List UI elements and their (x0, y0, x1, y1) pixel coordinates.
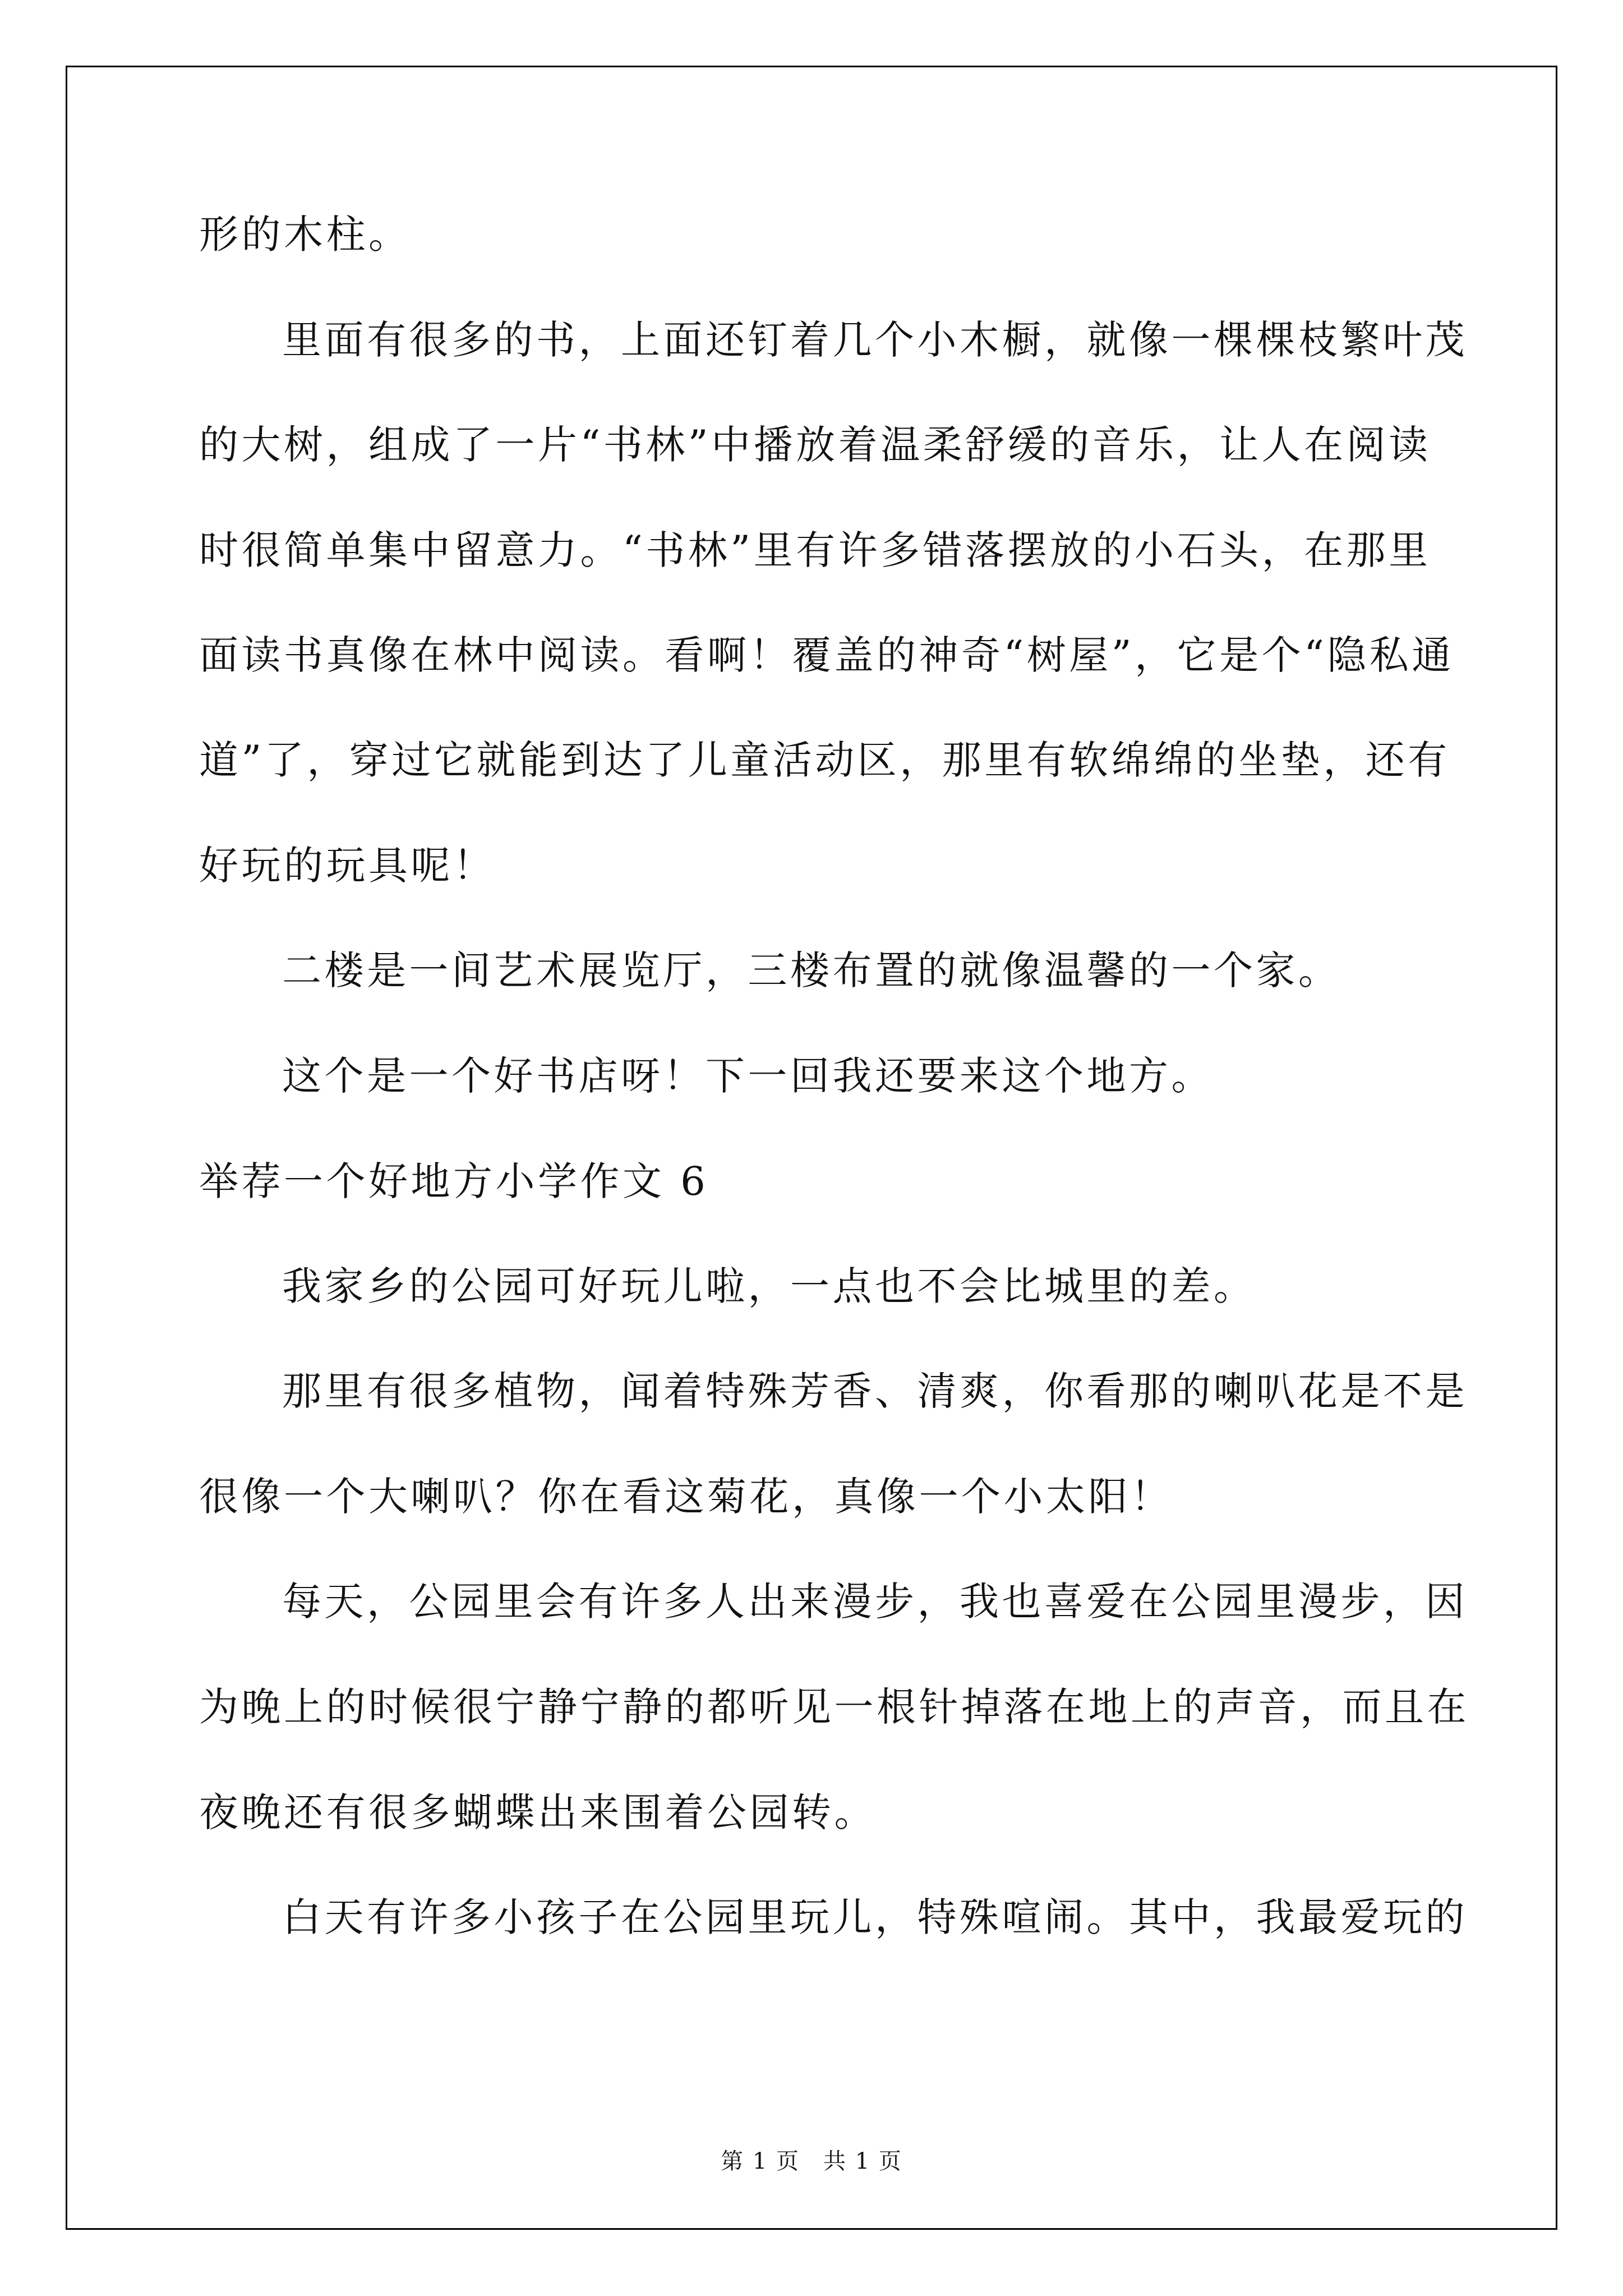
section-heading: 举荐一个好地方小学作文 6 (199, 1158, 709, 1204)
paragraph-line: 里面有很多的书，上面还钉着几个小木橱，就像一棵棵枝繁叶茂 (282, 317, 1468, 363)
paragraph-line: 我家乡的公园可好玩儿啦，一点也不会比城里的差。 (282, 1263, 1256, 1309)
paragraph-line: 时很简单集中留意力。“书林”里有许多错落摆放的小石头，在那里 (199, 527, 1431, 573)
paragraph-line: 白天有许多小孩子在公园里玩儿，特殊喧闹。其中，我最爱玩的 (282, 1894, 1468, 1940)
paragraph-line: 那里有很多植物，闻着特殊芳香、清爽，你看那的喇叭花是不是 (282, 1368, 1468, 1414)
paragraph-line: 形的木柱。 (199, 211, 411, 257)
paragraph-line: 的大树，组成了一片“书林”中播放着温柔舒缓的音乐，让人在阅读 (199, 422, 1431, 468)
paragraph-line: 道”了，穿过它就能到达了儿童活动区，那里有软绵绵的坐垫，还有 (199, 737, 1450, 783)
paragraph-line: 为晚上的时候很宁静宁静的都听见一根针掉落在地上的声音，而且在 (199, 1684, 1469, 1730)
paragraph-line: 这个是一个好书店呀！下一回我还要来这个地方。 (282, 1053, 1214, 1099)
paragraph-line: 每天，公园里会有许多人出来漫步，我也喜爱在公园里漫步，因 (282, 1579, 1468, 1625)
paragraph-line: 夜晚还有很多蝴蝶出来围着公园转。 (199, 1789, 877, 1835)
page-number-footer: 第 1 页 共 1 页 (721, 2148, 902, 2174)
paragraph-line: 很像一个大喇叭？你在看这菊花，真像一个小太阳！ (199, 1474, 1173, 1520)
paragraph-line: 二楼是一间艺术展览厅，三楼布置的就像温馨的一个家。 (282, 947, 1341, 993)
paragraph-line: 面读书真像在林中阅读。看啊！覆盖的神奇“树屋”，它是个“隐私通 (199, 632, 1454, 678)
paragraph-line: 好玩的玩具呢！ (199, 843, 496, 889)
